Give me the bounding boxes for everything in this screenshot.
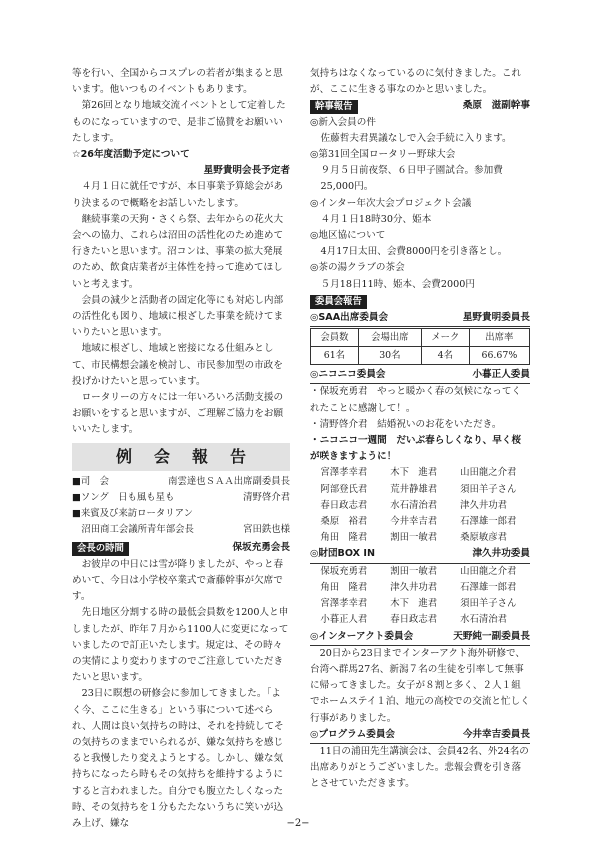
kanji-item-body: ５月18日11時、姫本、会費2000円	[320, 278, 475, 290]
president-paragraph-1: お彼岸の中日には雪が降りましたが、やっと春めいて、今日は小学校卒業式で斎藤幹事が欠席です。	[72, 558, 284, 603]
kanji-item-head: ◎新入会員の件	[310, 116, 376, 128]
member-name: 木下 進君	[390, 598, 438, 610]
kanji-tag: 幹事報告	[310, 100, 358, 114]
program-header	[310, 727, 530, 744]
member-name: 今井幸吉君	[390, 516, 438, 528]
member-name: 荒井静雄君	[390, 483, 438, 495]
niko-item: ・清野啓介君 結婚祝いのお花をいただき。	[310, 418, 502, 430]
interact-title: ◎インターアクト委員会	[310, 630, 414, 642]
program-title: ◎プログラム委員会	[310, 728, 396, 740]
committee-header	[310, 294, 530, 310]
member-name: 角田 隆君	[320, 581, 368, 593]
meeting-value: 宮田鉄也様	[243, 524, 290, 536]
niko-chair: 小暮正人委員	[472, 369, 530, 381]
plan-paragraph-3: 会員の減少と活動者の固定化等にも対応し内部の活性化も図り、地域に根ざした事業を続けてまいりたいと思います。	[72, 294, 284, 339]
saa-chair: 星野貴明委員長	[462, 312, 530, 324]
saa-header	[310, 310, 530, 327]
continued-paragraph: 気持ちはなくなっているのに気付きました。これが、ここに生きる事なのかと思いました。	[310, 68, 522, 96]
member-name: 山田龍之介君	[460, 565, 517, 577]
table-cell: 66.67%	[469, 347, 529, 365]
page-number: −2−	[286, 818, 310, 829]
interact-header	[310, 629, 530, 646]
table-header-cell: 会員数	[311, 329, 359, 347]
attendance-table	[310, 328, 530, 365]
niko-header	[310, 367, 530, 384]
plan-title: ☆26年度活動予定について	[72, 149, 190, 161]
program-paragraph: 11日の浦田先生講演会は、会員42名、外24名の出席ありがとうございました。悲報会費を引き落とさせていただきます。	[310, 745, 529, 790]
table-header-cell: メーク	[421, 329, 469, 347]
member-name: 水石清治君	[460, 614, 507, 626]
president-paragraph-2: 先日地区分割する時の最低会員数を1200人と申しましたが、昨年７月から1100人に変更になっていましたので訂正いたします。規定は、その時々の実情により変わりますのでご注意していただきたいと思います。	[72, 607, 289, 684]
meeting-label: ■ソング 日も風も星も	[72, 491, 175, 503]
kanji-item-head: ◎インター年次大会プロジェクト会議	[310, 197, 472, 209]
intro-paragraph-1: 等を行い、全国からコスプレの若者が集まると思います。他いつものイベントもあります。	[72, 68, 283, 96]
kanji-header	[310, 98, 530, 114]
plan-paragraph-5: ロータリーの方々には一年いろいろ活動支援のお願いをすると思いますが、ご理解ご協力をお願いいたします。	[72, 392, 284, 436]
saa-title: ◎SAA出席委員会	[310, 312, 389, 324]
member-name: 春日政志君	[390, 614, 438, 626]
table-cell: 61名	[311, 347, 359, 365]
member-name: 津久井功君	[460, 499, 507, 511]
president-tag: 会長の時間	[72, 542, 129, 556]
member-name: 割田一敏君	[390, 532, 438, 544]
member-name: 小暮正人君	[320, 614, 368, 626]
meeting-row-guests	[72, 506, 290, 522]
box-names-grid	[310, 564, 530, 629]
niko-week-line: ・ニコニコ一週間 だいぶ春らしくなり、早く桜が咲きますように！	[310, 435, 522, 463]
table-cell: 4名	[421, 347, 469, 365]
meeting-label: ■来賓及び来訪ロータリアン	[72, 508, 193, 520]
plan-paragraph-1: ４月１日に就任ですが、本日事業予算総会があり決まるので概略をお話しいたします。	[72, 181, 284, 209]
member-name: 木下 進君	[390, 467, 438, 479]
left-column	[72, 66, 290, 832]
intro-paragraph-2: 第26回となり地域交流イベントとして定着したものになっていますので、是非ご協賛をお願いいたします。	[72, 100, 286, 144]
interact-paragraph: 20日から23日までインターアクト海外研修で、台湾へ群馬27名、新潟７名の生徒を引率して無事に帰ってきました。女子が８割と多く、２人１組でホームステイ１泊、地元の高校での交流と忙しく行事がありました。	[310, 647, 530, 724]
meeting-value: 清野啓介君	[243, 491, 290, 503]
member-name: 津久井功君	[390, 581, 438, 593]
member-name: 阿部登氏君	[320, 483, 368, 495]
plan-paragraph-2: 継続事業の天狗・さくら祭、去年からの花火大会への協力、これらは沼田の活性化のため進めて行きたいと思います。沼コンは、事業の拡大発展のため、飲食店業者が主体性を持って進めてほしいと考えます。	[72, 213, 284, 290]
program-chair: 今井幸吉委員長	[462, 728, 530, 740]
member-name: 桑原敏彦君	[460, 532, 507, 544]
member-name: 割田一敏君	[390, 565, 438, 577]
interact-chair: 天野純一副委員長	[453, 630, 530, 642]
member-name: 桑原 裕君	[320, 516, 368, 528]
kanji-item-body: 佐藤哲夫君異議なしで入会手続に入ります。	[320, 132, 512, 144]
right-column	[310, 66, 530, 793]
member-name: 石澤雄一郎君	[460, 516, 517, 528]
meeting-label: ■司 会	[72, 475, 109, 487]
kanji-item-body: ４月１日18時30分、姫本	[320, 213, 432, 225]
box-chair: 津久井功委員	[472, 548, 530, 560]
plan-author: 星野貴明会長予定者	[203, 165, 290, 177]
kanji-item-body: ９月５日前夜祭、６日甲子園試合。参加費25,000円。	[320, 165, 503, 193]
member-name: 角田 隆君	[320, 532, 368, 544]
member-name: 春日政志君	[320, 499, 368, 511]
niko-item: ・保坂充勇君 やっと暖かく春の気候になってくれたことに感謝して！。	[310, 386, 522, 414]
meeting-row-song	[72, 490, 290, 506]
table-cell: 30名	[358, 347, 421, 365]
niko-title: ◎ニコニコ委員会	[310, 369, 386, 381]
niko-names-grid	[310, 465, 530, 546]
president-paragraph-3: 23日に瞑想の研修会に参加してきました。「よく今、ここに生きる」という事について述べられ、人間は良い気持ちの時は、それを持続してその気持ちのままでいられるが、嫌な気持ちを感じると我慢したり変えようとする。しかし、嫌な気持ちになったら時もその気持ちを維持するようにすると言われました。自分でも腹立たしくなった時、その気持ちを１分もたたないうちに笑いが込み上げ、嫌な	[72, 688, 284, 829]
table-header-row	[311, 329, 530, 347]
box-header	[310, 546, 530, 563]
meeting-label: 沼田商工会議所青年部会長	[72, 524, 194, 536]
meeting-row-guest-1	[72, 522, 290, 538]
meeting-value: 南雲達也ＳＡＡ出席副委員長	[168, 475, 290, 487]
table-row	[311, 347, 530, 365]
member-name: 水石清治君	[390, 499, 438, 511]
table-header-cell: 会場出席	[358, 329, 421, 347]
member-name: 宮澤孝幸君	[320, 598, 368, 610]
meeting-row-chair	[72, 474, 290, 490]
member-name: 宮澤孝幸君	[320, 467, 368, 479]
kanji-item-head: ◎第31回全国ロータリー野球大会	[310, 149, 456, 161]
kanji-item-head: ◎茶の湯クラブの茶会	[310, 262, 405, 274]
table-header-cell: 出席率	[469, 329, 529, 347]
committee-tag: 委員会報告	[310, 295, 367, 309]
president-header	[72, 540, 290, 556]
member-name: 石澤雄一郎君	[460, 581, 517, 593]
president-name: 保坂充勇会長	[232, 542, 290, 554]
kanji-item-head: ◎地区協について	[310, 230, 386, 242]
kanji-name: 桑原 滋副幹事	[462, 100, 530, 112]
member-name: 須田羊子さん	[460, 483, 517, 495]
member-name: 山田龍之介君	[460, 467, 517, 479]
box-title: ◎財団BOX IN	[310, 548, 376, 560]
member-name: 保坂充勇君	[320, 565, 368, 577]
member-name: 須田羊子さん	[460, 598, 517, 610]
plan-paragraph-4: 地域に根ざし、地域と密接になる仕組みとして、市民構想会議を検討し、市民参加型の市政を投げかけたいと思っています。	[72, 343, 283, 387]
meeting-report-banner: 例会報告	[72, 443, 290, 471]
kanji-item-body: 4月17日太田、会費8000円を引き落とし。	[320, 246, 508, 258]
